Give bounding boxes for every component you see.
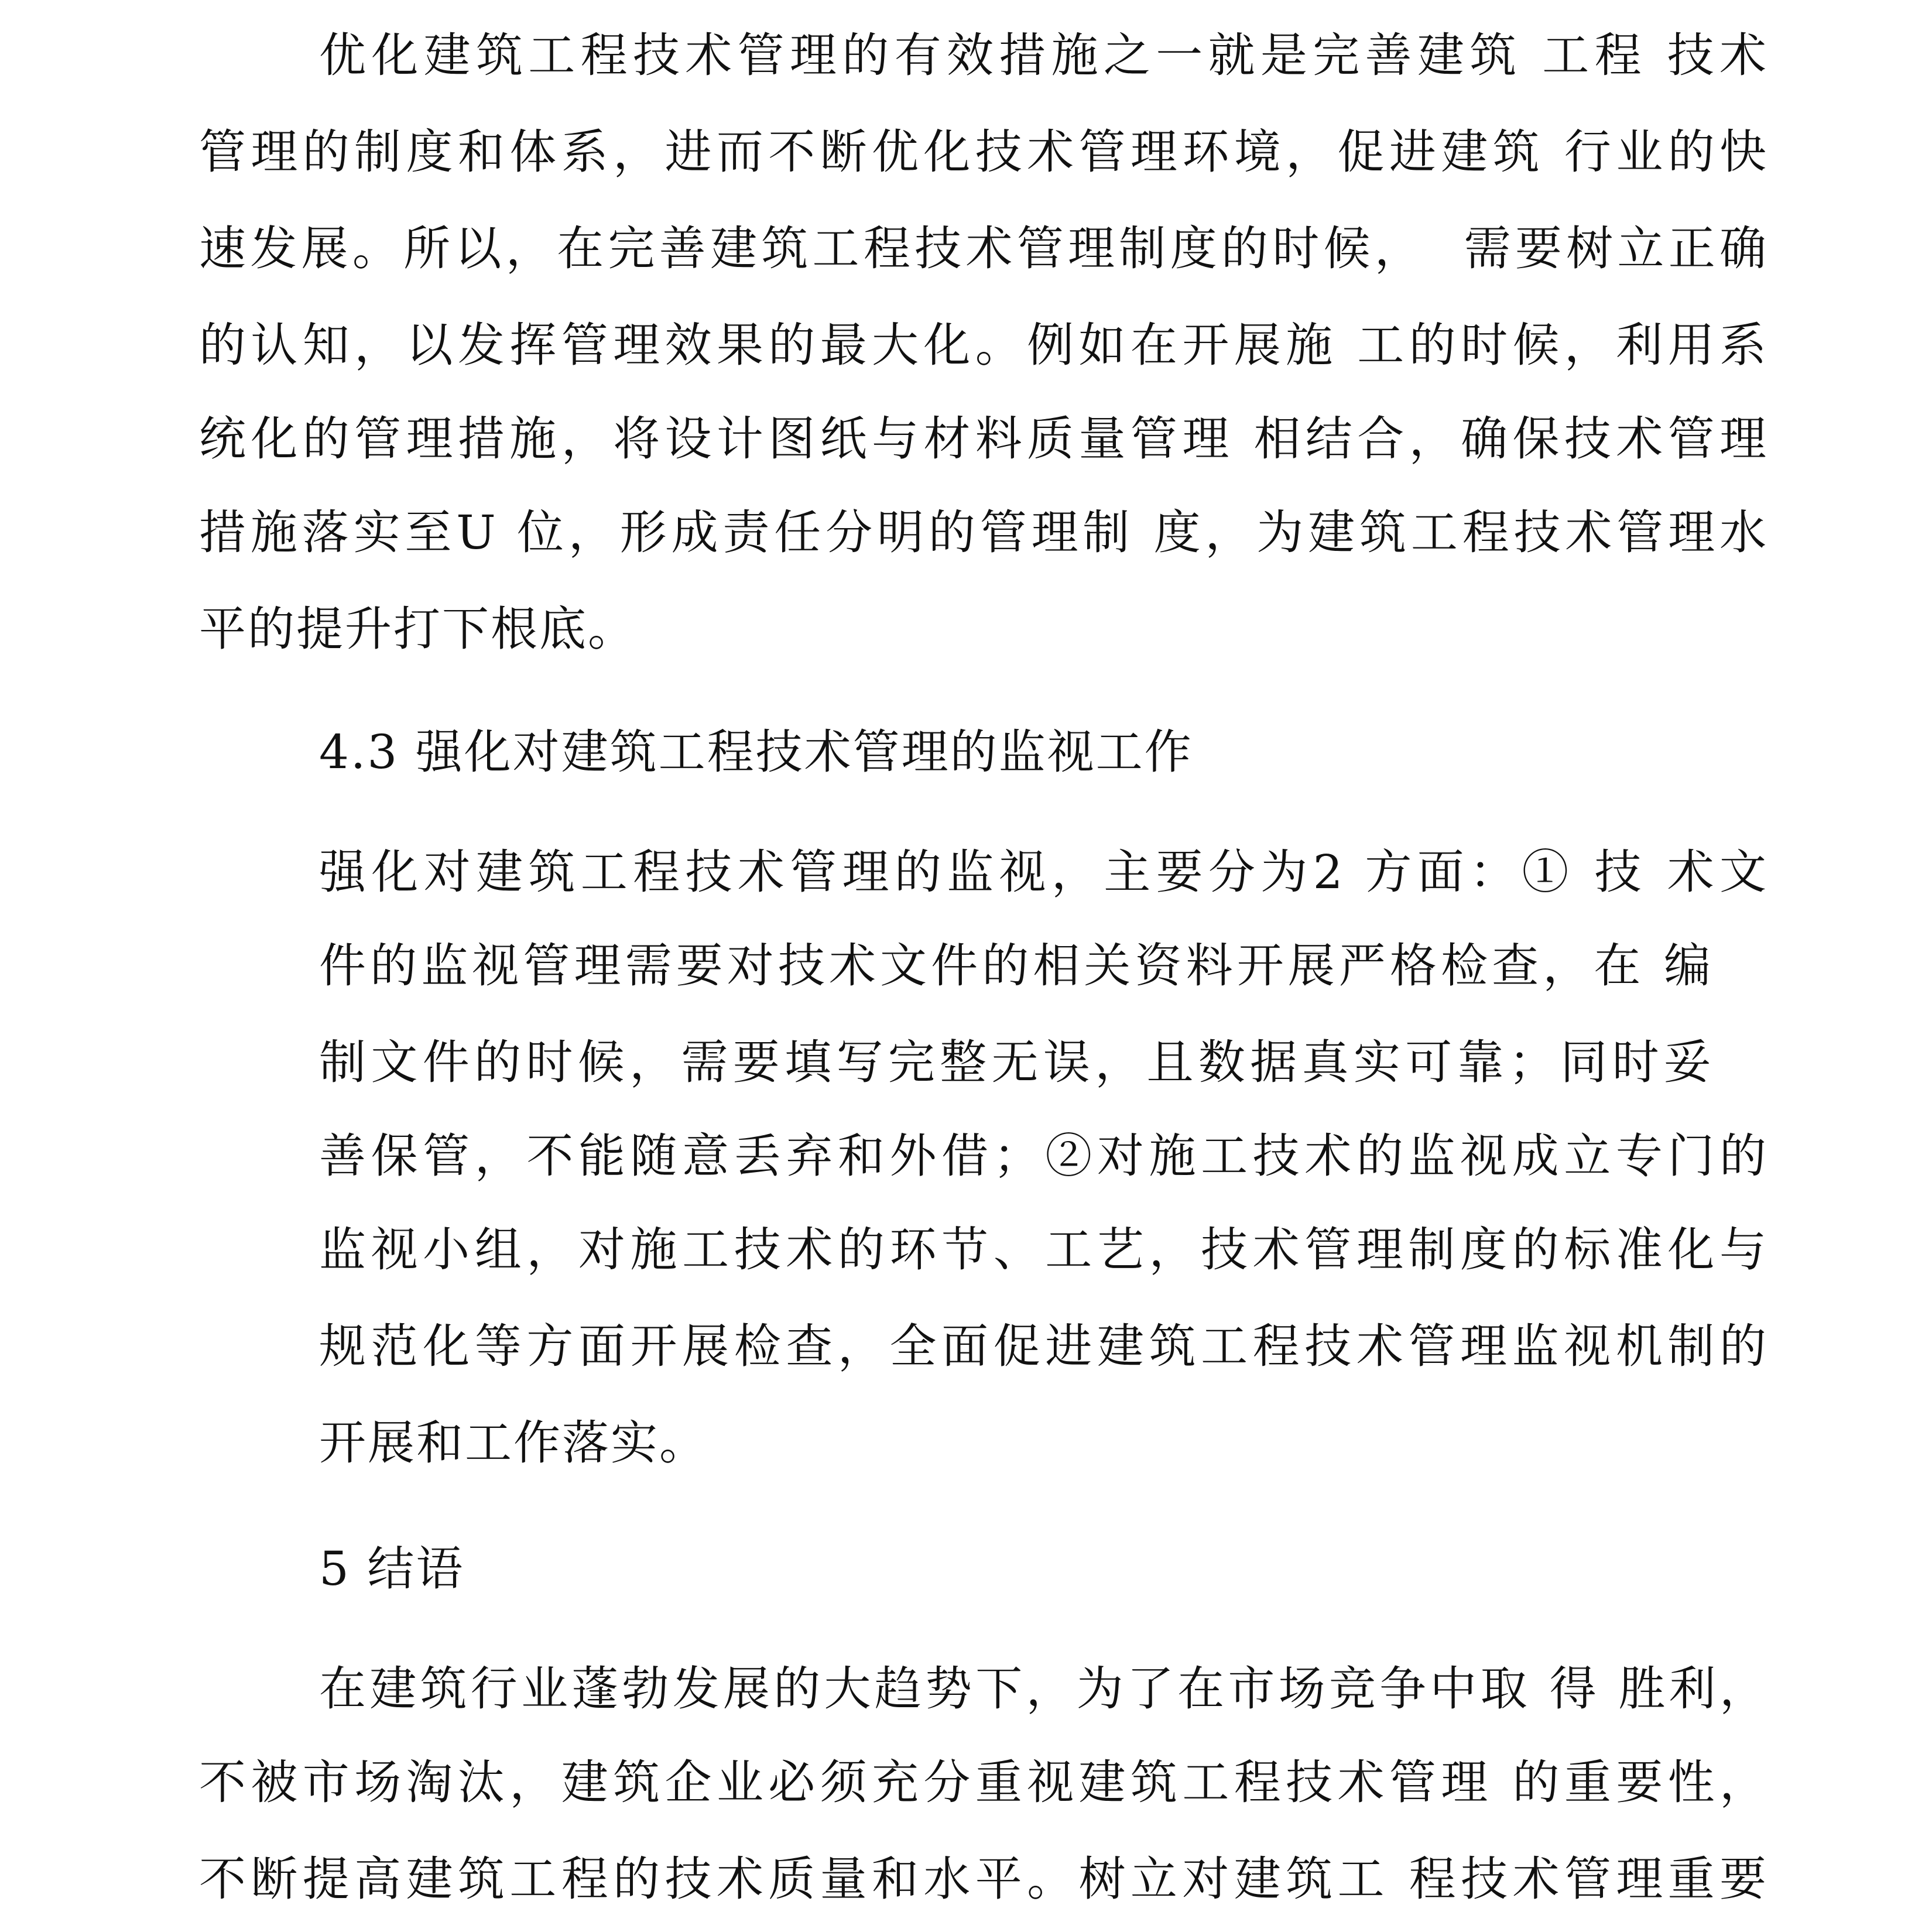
paragraph-line: 监视小组，对施工技术的环节、工艺，技术管理制度的标准化与 — [319, 1222, 1768, 1277]
section-heading-4-3: 4.3 强化对建筑工程技术管理的监视工作 — [319, 725, 1193, 779]
paragraph-line: 不被市场淘汰，建筑企业必须充分重视建筑工程技术管理 的重要性， — [199, 1755, 1768, 1810]
paragraph-line: 措施落实至U 位，形成责任分明的管理制 度，为建筑工程技术管理水 — [199, 505, 1768, 560]
paragraph-line: 平的提升打下根底。 — [199, 602, 636, 656]
section-heading-5: 5 结语 — [319, 1542, 465, 1596]
paragraph-line: 规范化等方面开展检查，全面促进建筑工程技术管理监视机制的 — [319, 1319, 1768, 1373]
paragraph-line: 开展和工作落实。 — [319, 1416, 708, 1470]
paragraph-line: 制文件的时候，需要填写完整无误，且数据真实可靠；同时妥 — [319, 1035, 1712, 1090]
paragraph-line: 在建筑行业蓬勃发展的大趋势下，为了在市场竞争中取 得 胜利， — [319, 1662, 1768, 1716]
paragraph-line: 善保管，不能随意丢弃和外借；②对施工技术的监视成立专门的 — [319, 1129, 1768, 1183]
paragraph-line: 件的监视管理需要对技术文件的相关资料开展严格检查，在 编 — [319, 938, 1712, 993]
paragraph-line: 的认知，以发挥管理效果的最大化。例如在开展施 工的时候，利用系 — [199, 318, 1768, 372]
paragraph-line: 统化的管理措施，将设计图纸与材料质量管理 相结合，确保技术管理 — [199, 412, 1768, 466]
paragraph-line: 速发展。所以，在完善建筑工程技术管理制度的时候， 需要树立正确 — [199, 221, 1768, 276]
paragraph-line: 不断提高建筑工程的技术质量和水平。树立对建筑工 程技术管理重要 — [199, 1852, 1768, 1906]
paragraph-line: 强化对建筑工程技术管理的监视，主要分为2 方面：① 技 术文 — [319, 845, 1768, 899]
paragraph-line: 管理的制度和体系，进而不断优化技术管理环境，促进建筑 行业的快 — [199, 125, 1768, 179]
paragraph-line: 优化建筑工程技术管理的有效措施之一就是完善建筑 工程 技术 — [319, 28, 1768, 83]
